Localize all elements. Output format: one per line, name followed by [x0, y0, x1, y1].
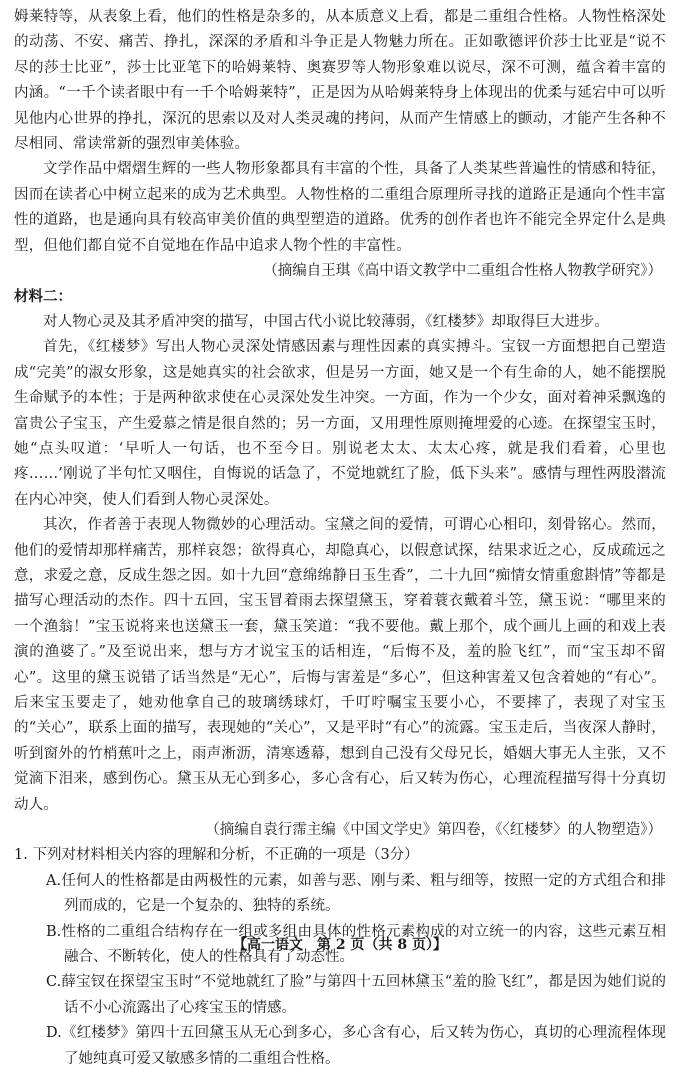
- material-2-paragraph-2: 首先，《红楼梦》写出人物心灵深处情感因素与理性因素的真实搏斗。宝钗一方面想把自己塑造成“完美”的淑女形象，这是她真实的社会欲求，但是另一方面，她又是一个有生命的人，她不能摆脱生命赋予的本性；于是两种欲求使在心灵深处发生冲突。一方面，作为一个少女，面对着神采飘逸的富贵公子宝玉，产生爱慕之情是很自然的；另一方面，又用理性原则掩埋爱的心迹。在探望宝玉时，她“点头叹道：‘早听人一句话，也不至今日。别说老太太、太太心疼，就是我们看着，心里也疼……’刚说了半句忙又咽住，自悔说的话急了，不觉地就红了脸，低下头来”。感情与理性两股潜流在内心冲突，使人们看到人物心灵深处。: [14, 339, 666, 508]
- option-text: 任何人的性格都是由两极性的元素，如善与恶、刚与柔、粗与细等，按照一定的方式组合和排列而成的，它是一个复杂的、独特的系统。: [61, 872, 666, 915]
- material-2-paragraph-1: 对人物心灵及其矛盾冲突的描写，中国古代小说比较薄弱，《红楼梦》却取得巨大进步。: [43, 313, 610, 330]
- option-a: [14, 869, 666, 920]
- material-2-paragraph-3: 其次，作者善于表现人物微妙的心理活动。宝黛之间的爱情，可谓心心相印，刻骨铭心。然而，他们的爱情却那样痛苦，那样哀怨；欲得真心，却隐真心，以假意试探，结果求近之心，反成疏远之意，求爱之意，反成生怨之因。如十九回“意绵绵静日玉生香”，二十九回“痴情女情重愈斟情”等都是描写心理活动的杰作。四十五回，宝玉冒着雨去探望黛玉，穿着蓑衣戴着斗笠，黛玉说：“哪里来的一个渔翁！”宝玉说将来也送黛玉一套，黛玉笑道：“我不要他。戴上那个，成个画儿上画的和戏上表演的渔婆了。”及至说出来，想与方才说宝玉的话相连，“后悔不及，羞的脸飞红”，而“宝玉却不留心”。这里的黛玉说错了话当然是“无心”，后悔与害羞是“多心”，但这种害羞又包含着她的“有心”。后来宝玉要走了，她劝他拿自己的玻璃绣球灯，千叮咛嘱宝玉要小心，不要摔了，表现了对宝玉的“关心”，联系上面的描写，表现她的“关心”，又是平时“有心”的流露。宝玉走后，当夜深人静时，听到窗外的竹梢蕉叶之上，雨声淅沥，清寒透幕，想到自己没有父母兄长，婚姻大事无人主张，又不觉滴下泪来，感到伤心。黛玉从无心到多心，多心含有心，后又转为伤心，心理流程描写得十分真切动人。: [14, 517, 666, 813]
- option-text: 薛宝钗在探望宝玉时“不觉地就红了脸”与第四十五回林黛玉“羞的脸飞红”，都是因为她们说的话不小心流露出了心疼宝玉的情感。: [61, 974, 666, 1016]
- option-letter: B.: [46, 923, 62, 940]
- option-letter: C.: [46, 974, 62, 991]
- source-citation-2: （摘编自袁行霈主编《中国文学史》第四卷，《〈红楼梦〉的人物塑造》）: [205, 822, 662, 838]
- paragraph-1: 姆莱特等，从表象上看，他们的性格是杂多的，从本质意义上看，都是二重组合性格。人物性格深处的动荡、不安、痛苦、挣扎，深深的矛盾和斗争正是人物魅力所在。正如歌德评价莎士比亚是“说不尽的莎士比亚”，莎士比亚笔下的哈姆莱特、奥赛罗等人物形象难以说尽，深不可测，蕴含着丰富的内涵。“一千个读者眼中有一千个哈姆莱特”，正是因为从哈姆莱特身上体现出的优柔与延宕中可以听见他内心世界的挣扎，深沉的思索以及对人类灵魂的拷问，从而产生情感上的颤动，才能产生各种不尽相同、常读常新的强烈审美体验。: [14, 9, 666, 153]
- material-2-heading: 材料二：: [14, 288, 72, 306]
- exam-page: [14, 5, 666, 1067]
- paragraph-2: 文学作品中熠熠生辉的一些人物形象都具有丰富的个性，具备了人类某些普遍性的情感和特征，因而在读者心中树立起来的成为艺术典型。人物性格的二重组合原理所寻找的道路正是通向个性丰富性的道路，也是通向具有较高审美价值的典型塑造的道路。优秀的创作者也许不能完全界定什么是典型，但他们都自觉不自觉地在作品中追求人物个性的丰富性。: [14, 161, 666, 254]
- source-citation-1: （摘编自王琪《高中语文教学中二重组合性格人物教学研究》）: [263, 263, 662, 280]
- option-letter: A.: [46, 872, 62, 889]
- option-d: [14, 1021, 666, 1072]
- page-footer: 【高一语文 第 2 页（共 8 页）】: [233, 937, 447, 953]
- option-text: 《红楼梦》第四十五回黛玉从无心到多心，多心含有心，后又转为伤心，真切的心理流程体现了她纯真可爱又敏感多情的二重组合性格。: [61, 1025, 666, 1067]
- option-letter: D.: [46, 1025, 62, 1042]
- question-stem: 1. 下列对材料相关内容的理解和分析，不正确的一项是（3分）: [14, 847, 419, 864]
- option-text: 性格的二重组合结构存在一组或多组由具体的性格元素构成的对立统一的内容，这些元素互相融合、不断转化，使人的性格具有了动态性。: [61, 923, 666, 966]
- option-c: [14, 970, 666, 1021]
